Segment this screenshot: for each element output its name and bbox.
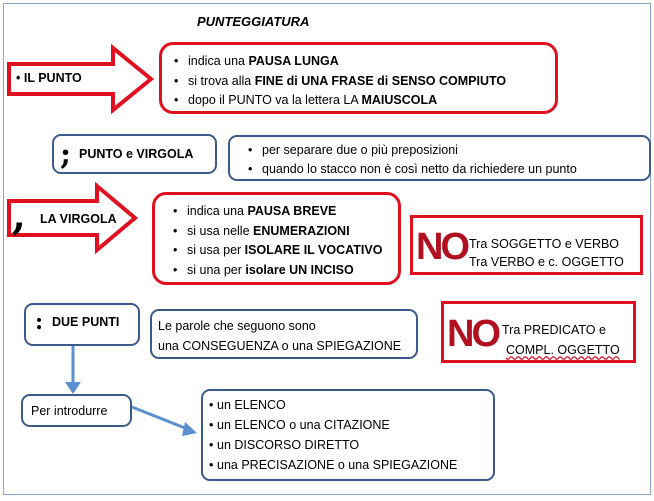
punto-virgola-uses-box [228, 135, 651, 181]
virgola-label: LA VIRGOLA [40, 212, 117, 226]
virgola-item: • si usa per ISOLARE IL VOCATIVO [171, 241, 398, 261]
per-introdurre-box [21, 394, 132, 427]
colon-symbol: : [35, 309, 44, 335]
punto-virgola-item: • quando lo stacco non è così netto da richiedere un punto [246, 160, 649, 179]
down-arrowhead [65, 382, 81, 394]
virgola-item: • si una per isolare UN INCISO [171, 261, 398, 281]
right-connector-arrow [132, 407, 190, 430]
punto-label: • IL PUNTO [16, 71, 82, 85]
punto-virgola-item: • per separare due o più preposizioni [246, 141, 649, 160]
uses-item: • un DISCORSO DIRETTO [207, 435, 493, 455]
due-punti-desc-line: una CONSEGUENZA o una SPIEGAZIONE [158, 339, 402, 353]
page-title: PUNTEGGIATURA [197, 14, 310, 29]
due-punti-desc-box [150, 309, 418, 359]
virgola-no-word: NO [416, 226, 467, 268]
virgola-box [152, 192, 401, 285]
per-introdurre-label: Per introdurre [31, 404, 108, 418]
punto-virgola-box [52, 134, 217, 174]
uses-item: • un ELENCO [207, 395, 493, 415]
due-punti-box [24, 303, 140, 346]
virgola-item: • si usa nelle ENUMERAZIONI [171, 222, 398, 242]
virgola-no-line: Tra VERBO e c. OGGETTO [469, 255, 624, 269]
punto-item: • si trova alla FINE di UNA FRASE di SENSO COMPIUTO [172, 72, 555, 92]
due-punti-no-line: Tra PREDICATO e [502, 323, 606, 337]
right-arrowhead [182, 422, 197, 436]
punto-item: • indica una PAUSA LUNGA [172, 52, 555, 72]
diagram-canvas [3, 3, 651, 495]
due-punti-uses-box [201, 389, 495, 481]
comma-symbol: , [12, 192, 26, 239]
punto-box [159, 42, 558, 114]
virgola-no-box [410, 215, 643, 275]
due-punti-label: DUE PUNTI [52, 315, 120, 329]
uses-item: • un ELENCO o una CITAZIONE [207, 415, 493, 435]
punto-virgola-label: PUNTO e VIRGOLA [79, 147, 194, 161]
due-punti-desc-line: Le parole che seguono sono [158, 319, 316, 333]
virgola-item: • indica una PAUSA BREVE [171, 202, 398, 222]
semicolon-symbol: ; [60, 137, 72, 172]
punto-item: • dopo il PUNTO va la lettera LA MAIUSCOLA [172, 91, 555, 111]
due-punti-no-box [441, 301, 636, 363]
due-punti-no-word: NO [447, 313, 498, 355]
virgola-no-line: Tra SOGGETTO e VERBO [469, 237, 620, 251]
due-punti-no-line: COMPL. OGGETTO [506, 343, 620, 357]
uses-item: • una PRECISAZIONE o una SPIEGAZIONE [207, 455, 493, 475]
